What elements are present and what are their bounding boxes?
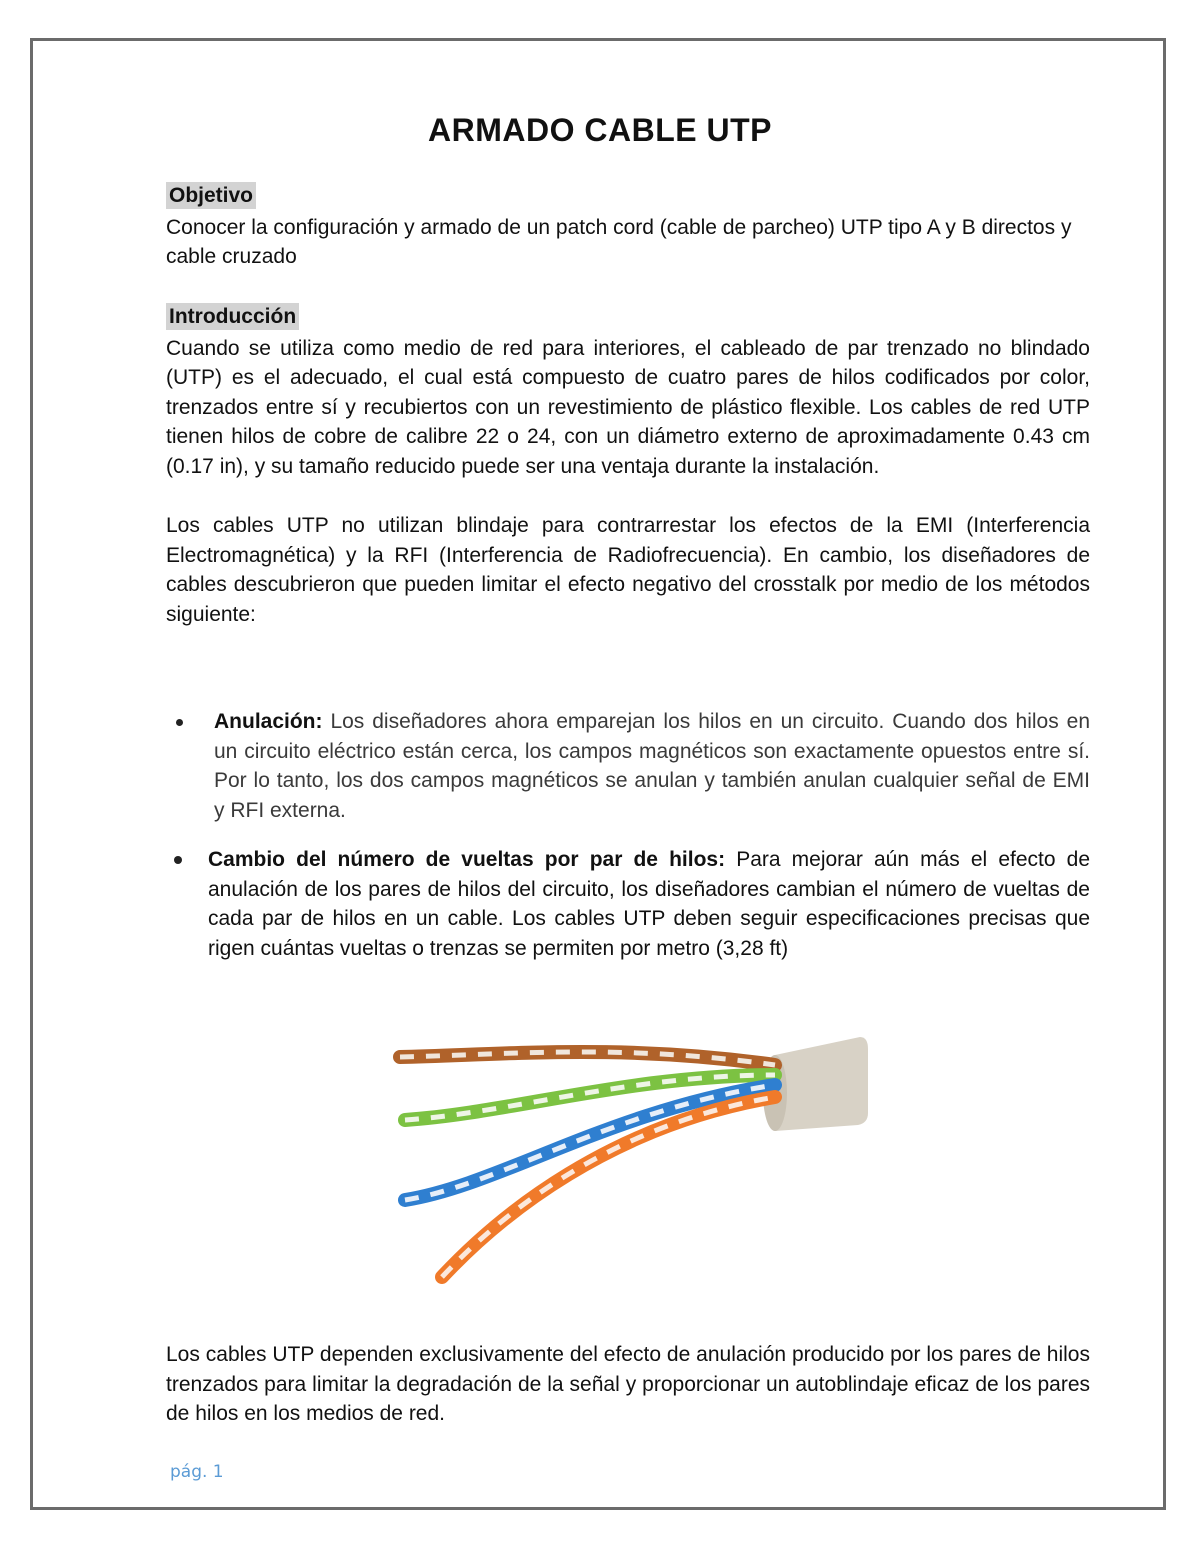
introduccion-heading: Introducción (166, 303, 299, 330)
page-title: ARMADO CABLE UTP (428, 112, 772, 148)
objetivo-heading: Objetivo (166, 182, 256, 209)
objetivo-text: Conocer la configuración y armado de un patch cord (cable de parcheo) UTP tipo A y B directos y cable cruzado (166, 215, 1072, 268)
bullet-text: Para mejorar aún más el efecto de anulación de los pares de hilos del circuito, los diseñadores cambian el número de vueltas de cada par de hilos en un cable. Los cables UTP deben seguir especificaciones precisas que rigen cuántas vueltas o trenzas se permiten por metro (3,28 ft) (208, 848, 1090, 960)
page-number: pág. 1 (170, 1462, 224, 1482)
intro-paragraph-2: Los cables UTP no utilizan blindaje para contrarrestar los efectos de la EMI (Interferencia Electromagnética) y la RFI (Interferencia de Radiofrecuencia). En cambio, los diseñadores de cables descubrieron que pueden limitar el efecto negativo del crosstalk por medio de los métodos siguiente: (166, 514, 1090, 626)
bullet-term: Anulación: (214, 710, 323, 733)
bullet-list-1 (166, 707, 1090, 825)
bullet-dot (174, 856, 182, 864)
cable-jacket (775, 1037, 868, 1131)
closing-paragraph: Los cables UTP dependen exclusivamente del efecto de anulación producido por los pares de hilos trenzados para limitar la degradación de la señal y proporcionar un autoblindaje eficaz de los pares de hilos en los medios de red. (166, 1343, 1090, 1425)
objetivo-section (166, 181, 1090, 272)
bullet-list-2 (160, 845, 1090, 963)
utp-cable-photo (380, 1015, 880, 1300)
bullet-dot (176, 719, 183, 726)
bullet-anulacion (166, 707, 1090, 825)
bullet-text: Los diseñadores ahora emparejan los hilos en un circuito. Cuando dos hilos en un circuito eléctrico están cerca, los campos magnéticos son exactamente opuestos entre sí. Por lo tanto, los dos campos magnéticos se anulan y también anulan cualquier señal de EMI y RFI externa. (214, 710, 1091, 822)
bullet-term: Cambio del número de vueltas por par de hilos: (208, 848, 726, 871)
bullet-cambio-vueltas (160, 845, 1090, 963)
intro-paragraph-1: Cuando se utiliza como medio de red para interiores, el cableado de par trenzado no blindado (UTP) es el adecuado, el cual está compuesto de cuatro pares de hilos codificados por color, trenzados entre sí y recubiertos con un revestimiento de plástico flexible. Los cables de red UTP tienen hilos de cobre de calibre 22 o 24, con un diámetro externo de aproximadamente 0.43 cm (0.17 in), y su tamaño reducido puede ser una ventaja durante la instalación. (166, 336, 1090, 478)
introduccion-section (166, 302, 1090, 629)
